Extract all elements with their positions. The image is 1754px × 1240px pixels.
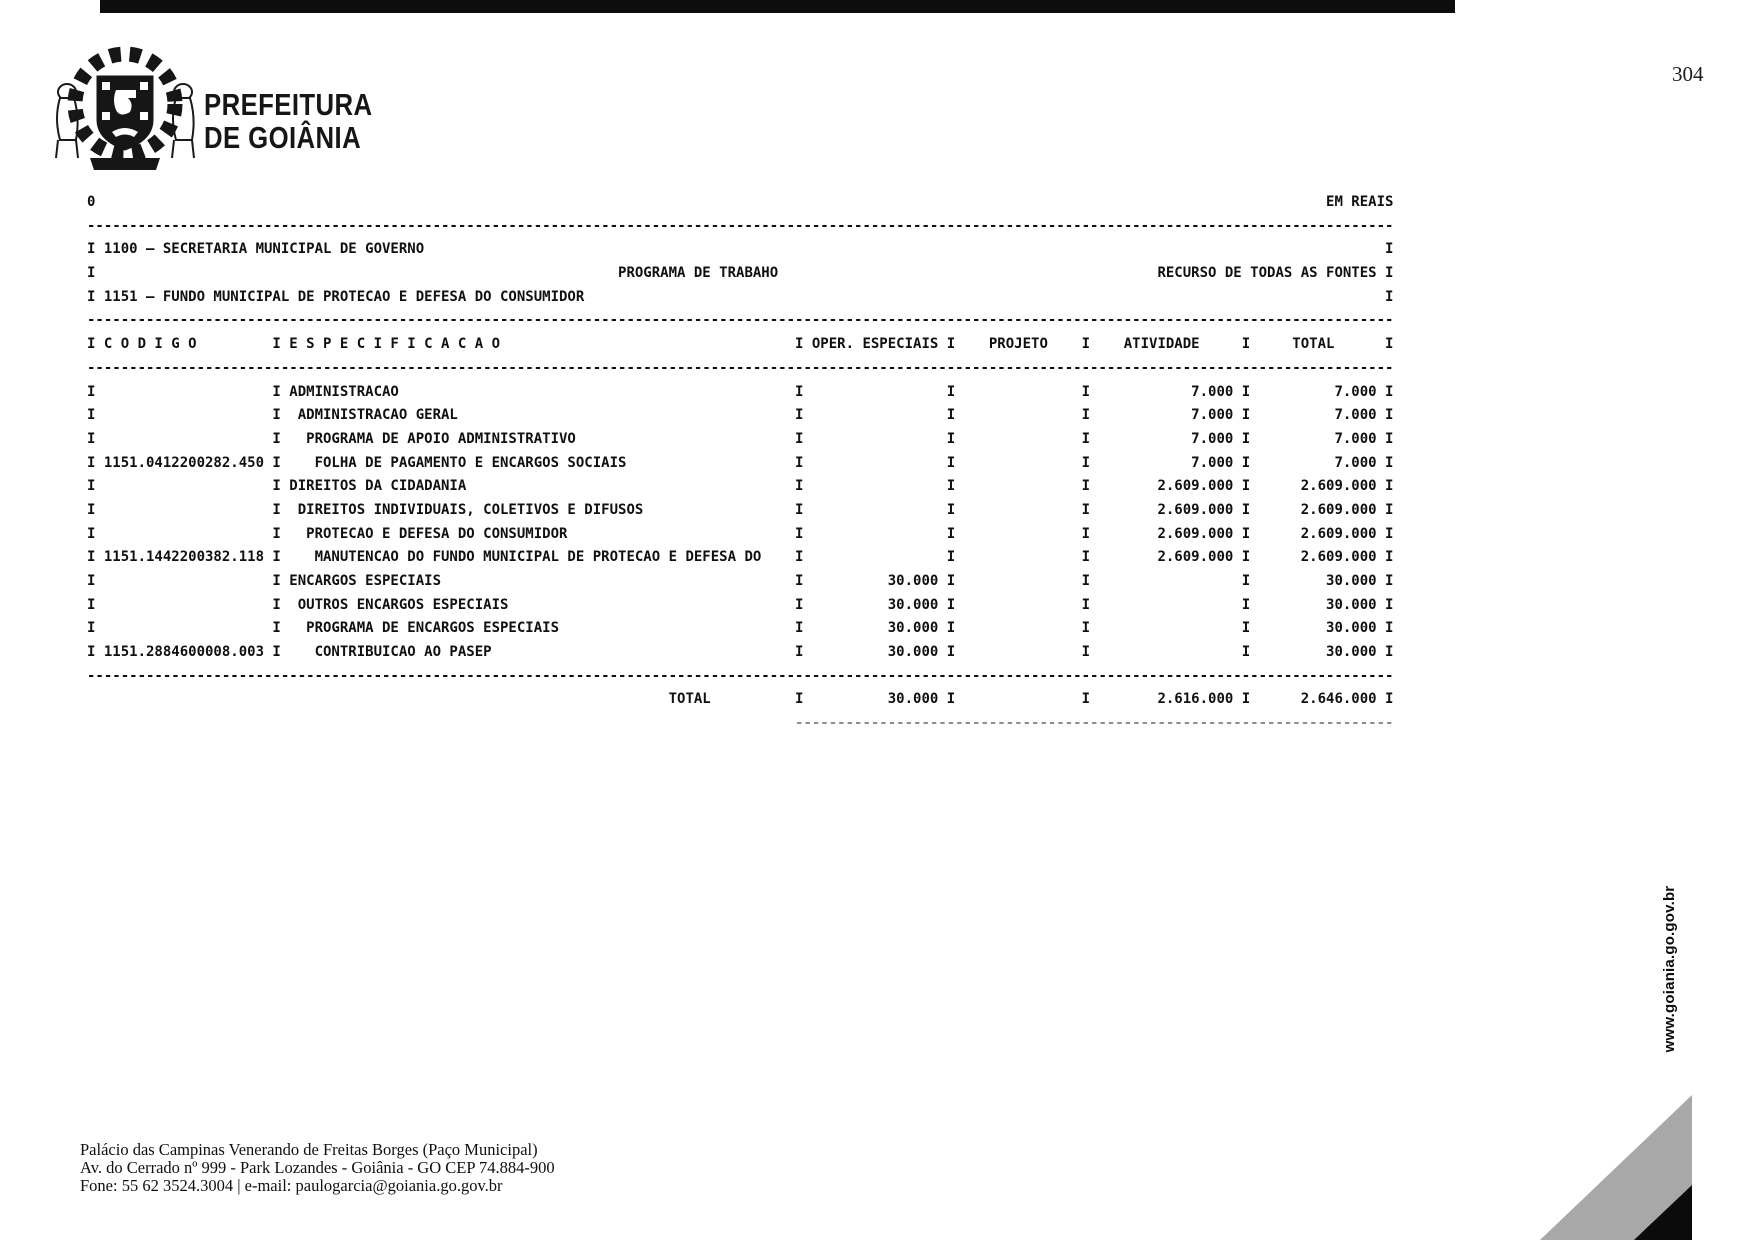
page-number: 304 <box>1672 62 1704 86</box>
report-line: I I OUTROS ENCARGOS ESPECIAIS I 30.000 I I I 30.000 I <box>87 596 1394 613</box>
footer-line-1: Palácio das Campinas Venerando de Freitas Borges (Paço Municipal) <box>80 1140 538 1159</box>
footer-line-3: Fone: 55 62 3524.3004 | e-mail: paulogarcia@goiania.go.gov.br <box>80 1175 503 1195</box>
report-line: TOTAL I 30.000 I I 2.616.000 I 2.646.000 I <box>87 691 1394 708</box>
report-line: I 1151.1442200382.118 I MANUTENCAO DO FUNDO MUNICIPAL DE PROTECAO E DEFESA DO I I I 2.609.000 I 2.609.000 I <box>87 549 1394 566</box>
report-line: I 1151.2884600008.003 I CONTRIBUICAO AO PASEP I 30.000 I I I 30.000 I <box>87 644 1394 661</box>
logo-line-1: PREFEITURA <box>204 87 373 122</box>
report-line: I I ADMINISTRACAO GERAL I I I 7.000 I 7.000 I <box>87 407 1394 424</box>
report-line: I PROGRAMA DE TRABAHO RECURSO DE TODAS AS FONTES I <box>87 265 1394 282</box>
report-line: I I DIREITOS INDIVIDUAIS, COLETIVOS E DIFUSOS I I I 2.609.000 I 2.609.000 I <box>87 501 1394 518</box>
footer-line-2: Av. do Cerrado nº 999 - Park Lozandes - Goiânia - GO CEP 74.884-900 <box>80 1157 555 1177</box>
top-black-bar <box>100 0 1455 13</box>
report-line: I I ENCARGOS ESPECIAIS I 30.000 I I I 30.000 I <box>87 573 1394 589</box>
prefeitura-logo <box>50 40 380 180</box>
report-line: ----------------------------------------------------------------------------------------------------------------------------------------------------------- <box>87 217 1394 234</box>
report-line: I I ADMINISTRACAO I I I 7.000 I 7.000 I <box>87 383 1394 400</box>
report-line: ----------------------------------------------------------------------------------------------------------------------------------------------------------- <box>87 312 1394 329</box>
report-line: ----------------------------------------------------------------------------------------------------------------------------------------------------------- <box>87 667 1394 684</box>
report-line: I C O D I G O I E S P E C I F I C A C A O I OPER. ESPECIAIS I PROJETO I ATIVIDADE I TOTAL I <box>87 336 1394 353</box>
report-line: I 1151.0412200282.450 I FOLHA DE PAGAMENTO E ENCARGOS SOCIAIS I I I 7.000 I 7.000 I <box>87 454 1394 471</box>
report-line: I I PROGRAMA DE APOIO ADMINISTRATIVO I I I 7.000 I 7.000 I <box>87 430 1394 447</box>
logo-wordmark <box>204 88 373 154</box>
report-line: I I DIREITOS DA CIDADANIA I I I 2.609.000 I 2.609.000 I <box>87 478 1394 495</box>
report-line: I I PROGRAMA DE ENCARGOS ESPECIAIS I 30.000 I I I 30.000 I <box>87 620 1394 637</box>
budget-program-of-work-report <box>87 191 1393 736</box>
report-line: I I PROTECAO E DEFESA DO CONSUMIDOR I I I 2.609.000 I 2.609.000 I <box>87 525 1394 542</box>
logo-line-2: DE GOIÂNIA <box>204 120 362 155</box>
report-line: ----------------------------------------------------------------------------------------------------------------------------------------------------------- <box>87 359 1394 376</box>
footer-address-block <box>80 1141 555 1194</box>
report-line: I 1151 – FUNDO MUNICIPAL DE PROTECAO E DEFESA DO CONSUMIDOR I <box>87 288 1394 305</box>
vertical-website-url: www.goiania.go.gov.br <box>1661 885 1678 1053</box>
report-line: ----------------------------------------------------------------------- <box>87 715 1394 732</box>
coat-of-arms-icon <box>50 40 200 182</box>
report-line: 0 EM REAIS <box>87 194 1394 210</box>
report-line: I 1100 – SECRETARIA MUNICIPAL DE GOVERNO I <box>87 241 1394 258</box>
